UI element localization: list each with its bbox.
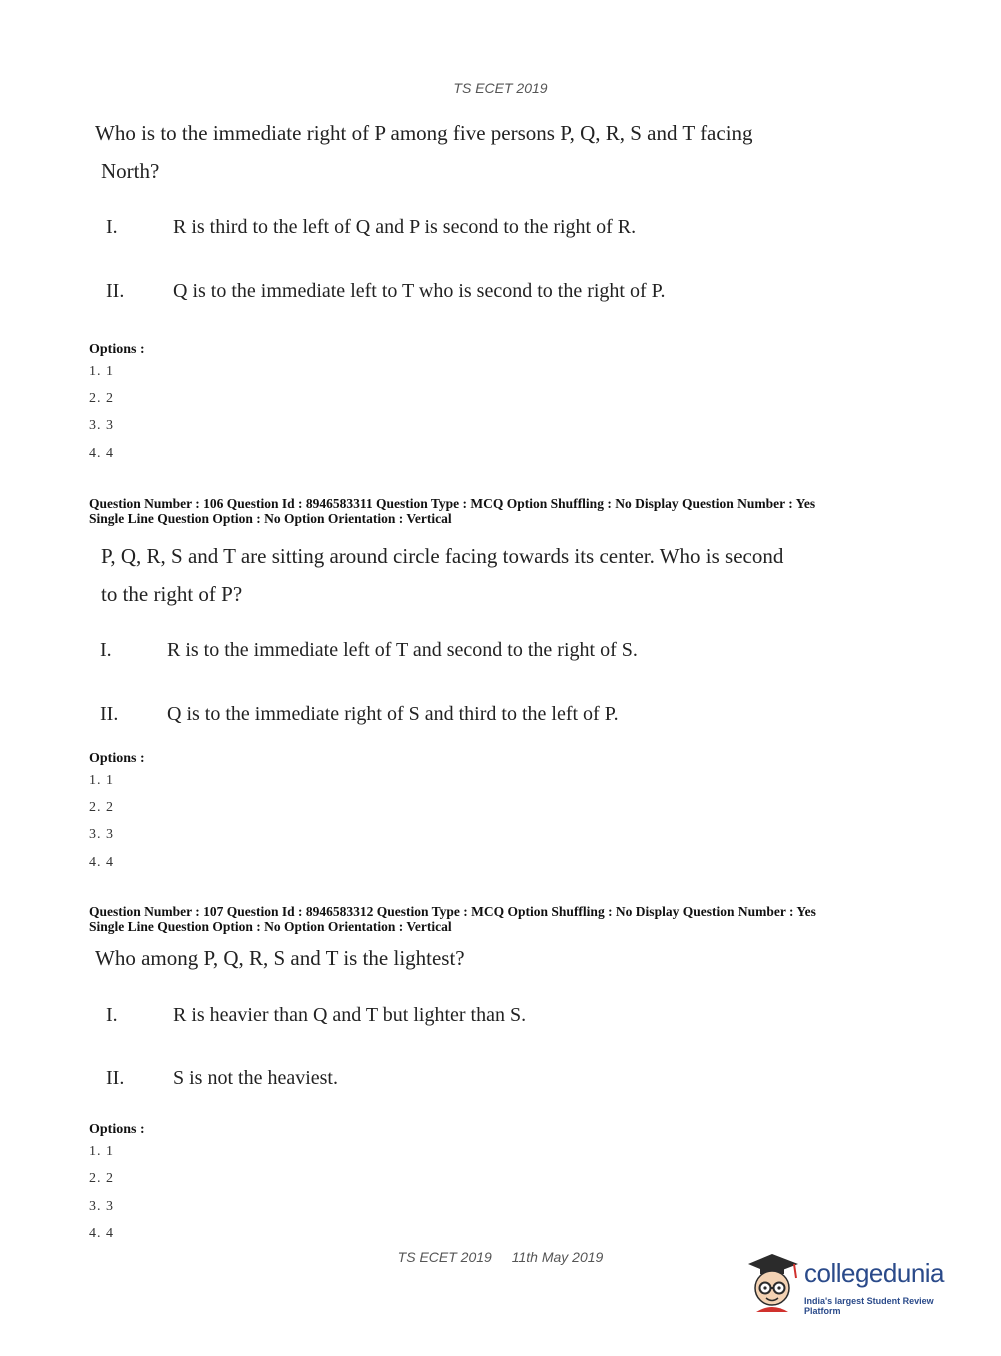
q2-statement-1-text: R is to the immediate left of T and second to the right of S. [167,639,638,661]
logo-tagline: India's largest Student Review Platform [804,1296,934,1316]
q2-options-label: Options : [89,751,145,766]
footer-date: 11th May 2019 [511,1249,604,1265]
q3-statement-1-number: I. [106,1004,118,1026]
q2-statement-1-number: I. [100,639,112,661]
footer-exam: TS ECET 2019 [397,1249,492,1265]
q2-option-1[interactable]: 1. 1 [89,773,114,788]
question-2-text-line-2: to the right of P? [101,582,243,606]
q1-statement-1-number: I. [106,216,118,238]
q3-option-1[interactable]: 1. 1 [89,1144,114,1159]
q3-statement-1-text: R is heavier than Q and T but lighter than S. [173,1004,527,1026]
q2-meta-line-2: Single Line Question Option : No Option Orientation : Vertical [89,511,452,526]
q2-statement-2-number: II. [100,703,119,725]
q3-statement-2-text: S is not the heaviest. [173,1067,338,1089]
q1-option-2[interactable]: 2. 2 [89,391,114,406]
logo-wordmark: collegedunia [804,1258,945,1288]
question-3-text: Who among P, Q, R, S and T is the lightest? [95,946,465,970]
q2-statement-2-text: Q is to the immediate right of S and third to the left of P. [167,703,619,725]
question-2-text-line-1: P, Q, R, S and T are sitting around circle facing towards its center. Who is second [101,544,784,568]
q1-options-label: Options : [89,342,145,357]
q3-option-4[interactable]: 4. 4 [89,1226,114,1241]
question-1-text-line-1: Who is to the immediate right of P among five persons P, Q, R, S and T facing [95,121,753,145]
question-1-text-line-2: North? [101,159,160,183]
q1-option-4[interactable]: 4. 4 [89,446,114,461]
q2-meta-line-1: Question Number : 106 Question Id : 8946583311 Question Type : MCQ Option Shuffling : No Display Question Number : Yes [89,496,816,511]
q2-option-2[interactable]: 2. 2 [89,800,114,815]
q1-statement-2-number: II. [106,280,125,302]
q1-statement-1-text: R is third to the left of Q and P is second to the right of R. [173,216,637,238]
q1-option-1[interactable]: 1. 1 [89,364,114,379]
page-header: TS ECET 2019 [453,80,548,96]
q3-meta-line-1: Question Number : 107 Question Id : 8946583312 Question Type : MCQ Option Shuffling : No Display Question Number : Yes [89,904,816,919]
q3-options-label: Options : [89,1122,145,1137]
q1-statement-2-text: Q is to the immediate left to T who is second to the right of P. [173,280,666,302]
collegedunia-logo[interactable] [742,1250,972,1320]
q2-option-4[interactable]: 4. 4 [89,855,114,870]
mascot-icon [742,1250,802,1316]
q1-option-3[interactable]: 3. 3 [89,418,114,433]
q3-meta-line-2: Single Line Question Option : No Option Orientation : Vertical [89,919,452,934]
q2-option-3[interactable]: 3. 3 [89,827,114,842]
q3-option-2[interactable]: 2. 2 [89,1171,114,1186]
q3-statement-2-number: II. [106,1067,125,1089]
q3-option-3[interactable]: 3. 3 [89,1199,114,1214]
